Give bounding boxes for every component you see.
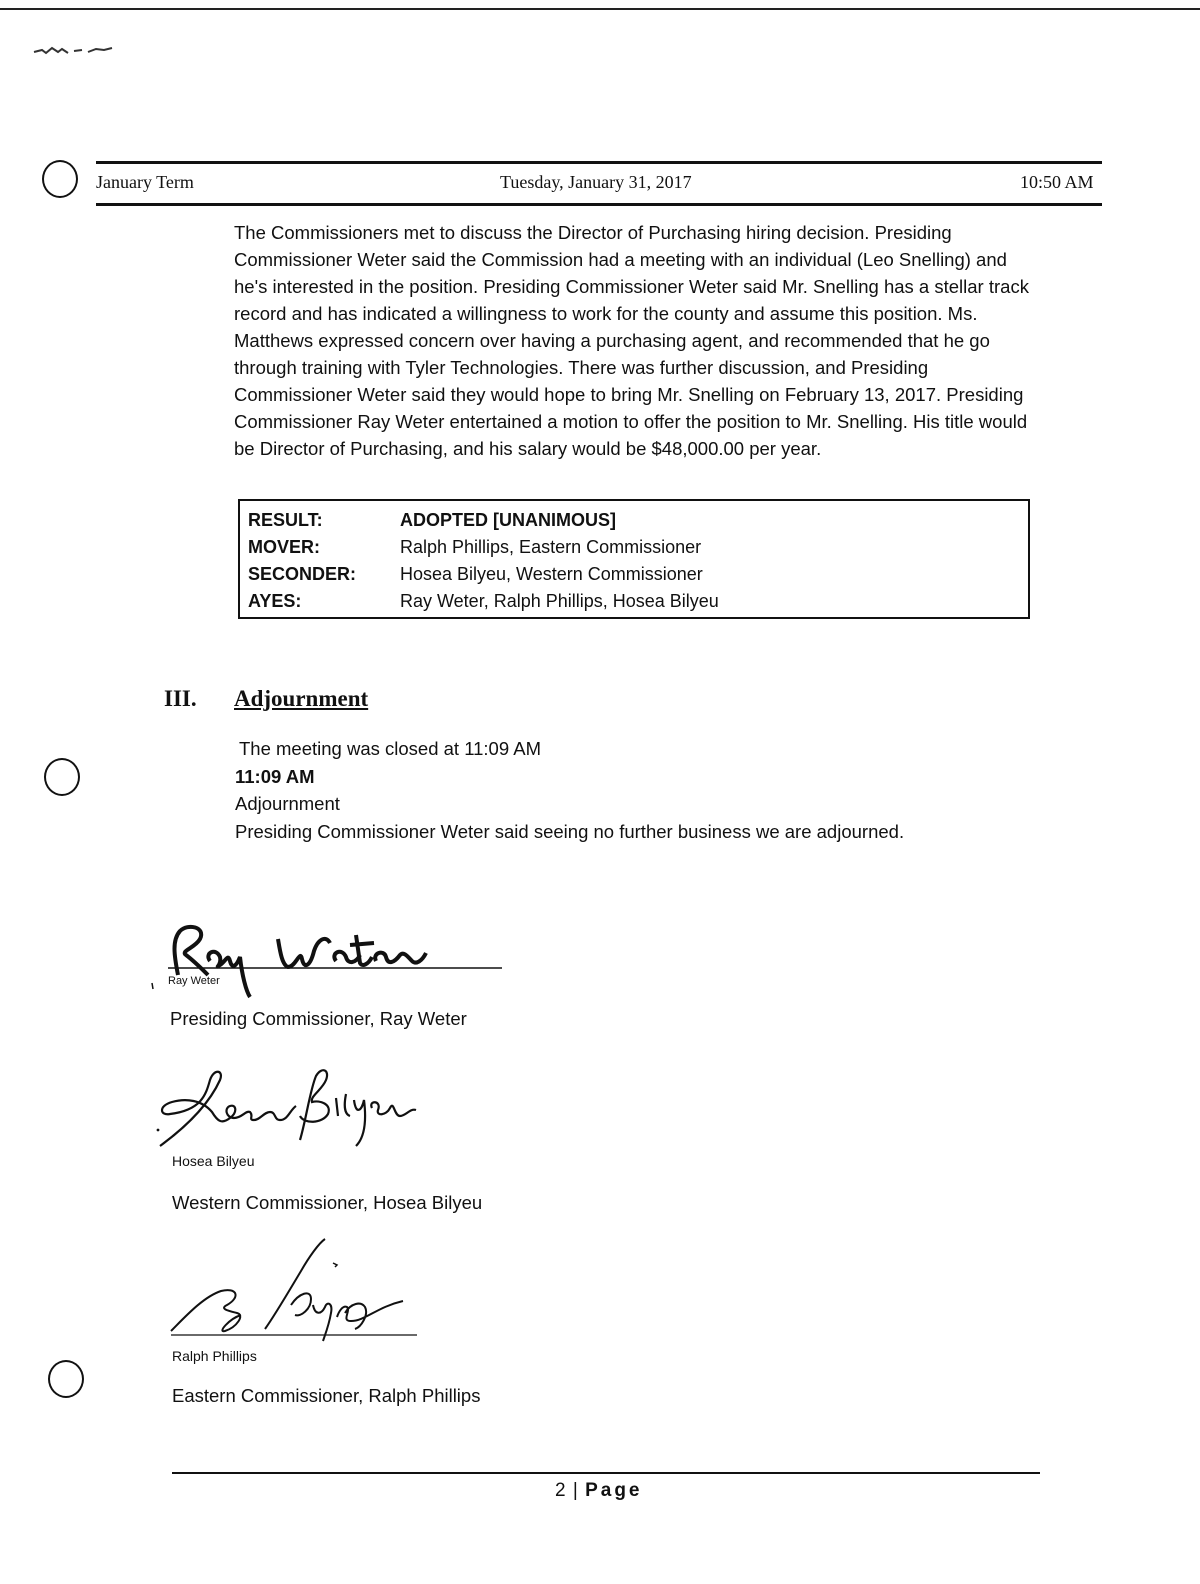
- vote-seconder-value: Hosea Bilyeu, Western Commissioner: [400, 564, 703, 584]
- vote-result-table: [238, 499, 1030, 619]
- signature-printed-name-1: Ray Weter: [168, 975, 220, 987]
- scan-artifact-mark: [32, 44, 122, 58]
- discussion-paragraph: The Commissioners met to discuss the Director of Purchasing hiring decision. Presiding Commissioner Weter said the Commission had a meeting with an individual (Leo Snelling) and he's interested in the position. Presiding Commissioner Weter said Mr. Snelling has a stellar track record and has indicated a willingness to work for the county and assume this position. Ms. Matthews expressed concern over having a purchasing agent, and recommended that he go through training with Tyler Technologies. There was further discussion, and Presiding Commissioner Weter said they would hope to bring Mr. Snelling on February 13, 2017. Presiding Commissioner Ray Weter entertained a motion to offer the position to Mr. Snelling. His title would be Director of Purchasing, and his salary would be $48,000.00 per year.: [234, 222, 1029, 459]
- vote-seconder-label: SECONDER:: [248, 564, 357, 584]
- adjournment-block: [235, 735, 904, 845]
- vote-mover-value: Ralph Phillips, Eastern Commissioner: [400, 537, 702, 557]
- footer-rule: [172, 1472, 1040, 1474]
- punch-hole-top: [42, 160, 78, 198]
- section-title: Adjournment: [234, 686, 369, 711]
- adjournment-statement: Presiding Commissioner Weter said seeing no further business we are adjourned.: [235, 820, 905, 842]
- scan-top-border: [0, 8, 1200, 10]
- signature-printed-name-3: Ralph Phillips: [172, 1348, 257, 1364]
- vote-mover-label: MOVER:: [248, 537, 320, 557]
- header-time: 10:50 AM: [1020, 172, 1094, 192]
- page-separator: |: [572, 1480, 579, 1501]
- vote-result-value: ADOPTED [UNANIMOUS]: [400, 510, 616, 530]
- vote-row-mover: [248, 534, 1028, 561]
- vote-row-ayes: [248, 588, 1028, 615]
- vote-row-result: [248, 507, 1028, 534]
- adjournment-time: 11:09 AM: [235, 765, 315, 787]
- signature-printed-name-2: Hosea Bilyeu: [172, 1153, 255, 1169]
- signature-title-1: Presiding Commissioner, Ray Weter: [170, 1008, 467, 1029]
- page-label: Page: [585, 1480, 643, 1501]
- punch-hole-middle: [44, 758, 80, 796]
- section-number: III.: [164, 686, 197, 711]
- page-number: 2: [555, 1480, 567, 1501]
- page-footer: [555, 1480, 643, 1502]
- vote-ayes-value: Ray Weter, Ralph Phillips, Hosea Bilyeu: [400, 591, 719, 611]
- header-date: Tuesday, January 31, 2017: [500, 172, 692, 192]
- header-rule-bottom: [96, 203, 1102, 206]
- punch-hole-bottom: [48, 1360, 84, 1398]
- vote-row-seconder: [248, 561, 1028, 588]
- signature-hosea-bilyeu: [150, 1060, 460, 1155]
- signature-title-2: Western Commissioner, Hosea Bilyeu: [172, 1192, 483, 1213]
- signature-title-3: Eastern Commissioner, Ralph Phillips: [172, 1385, 481, 1406]
- signature-ralph-phillips: [165, 1235, 425, 1345]
- header-term: January Term: [96, 172, 194, 192]
- adjournment-closed-text: The meeting was closed at 11:09 AM: [239, 738, 541, 759]
- adjournment-label: Adjournment: [235, 793, 340, 814]
- vote-result-label: RESULT:: [248, 510, 323, 530]
- header-rule-top: [96, 161, 1102, 164]
- signature-ray-weter: [150, 905, 510, 1005]
- vote-ayes-label: AYES:: [248, 591, 302, 611]
